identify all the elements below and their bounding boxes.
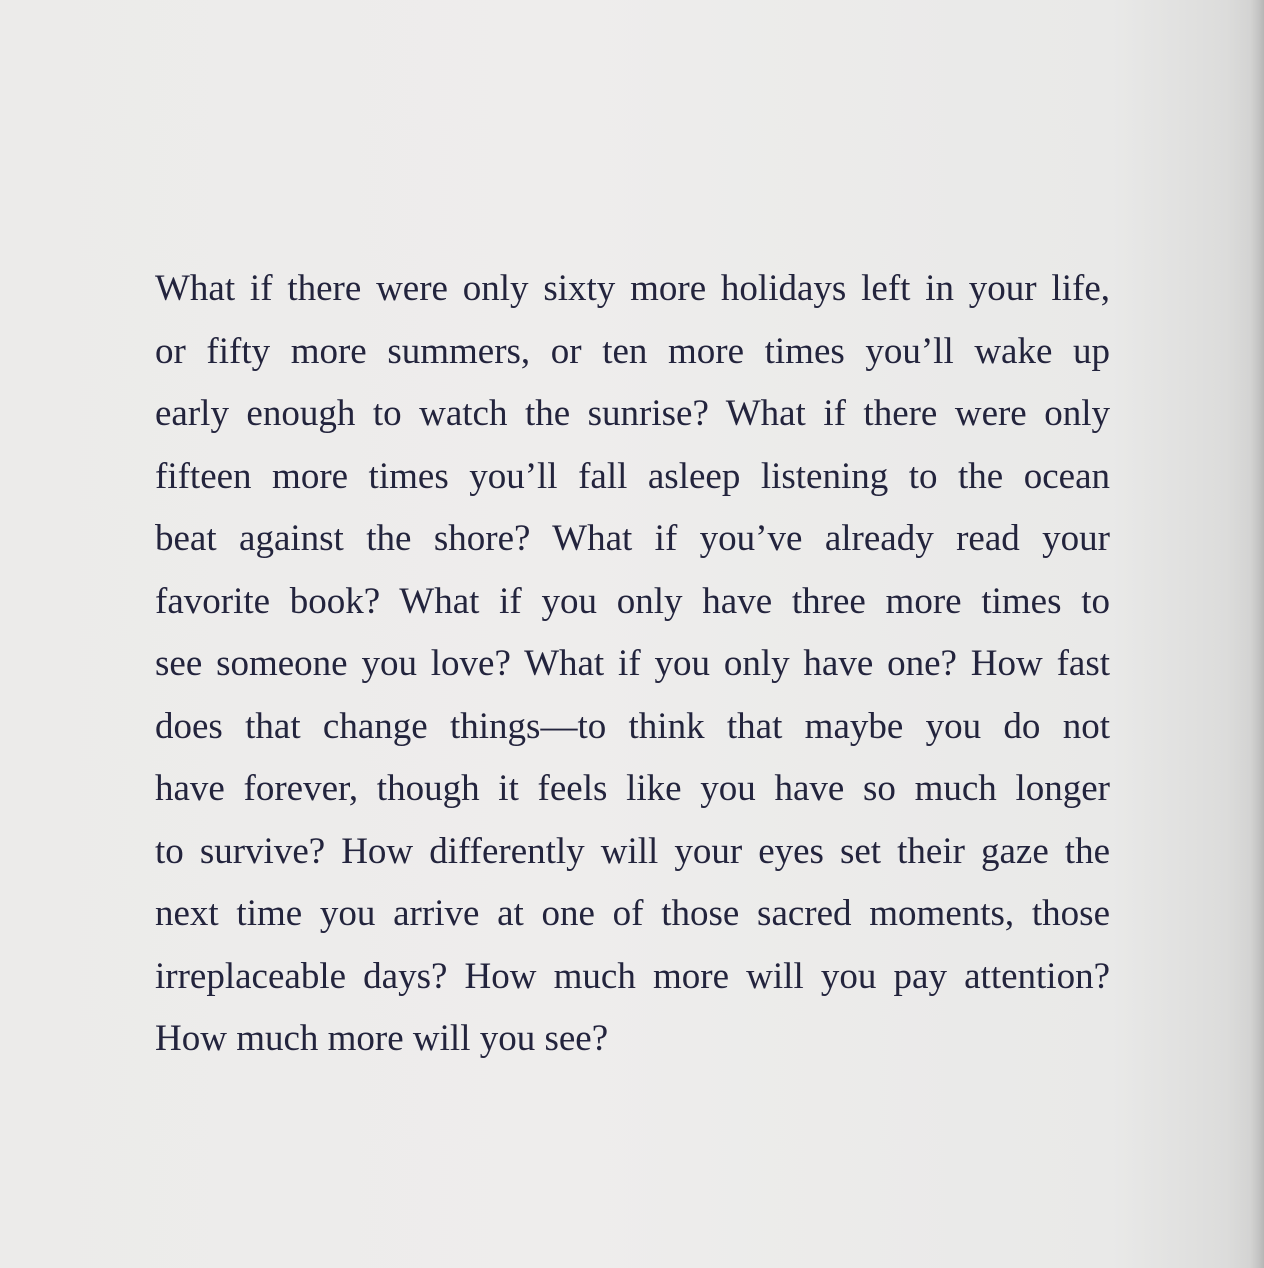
page-edge-shadow <box>1250 0 1264 1268</box>
paragraph-line: does that change things—to think that maybe you do not <box>155 705 1110 747</box>
paragraph-line: or fifty more summers, or ten more times you’ll wake up <box>155 330 1110 372</box>
paragraph-line: early enough to watch the sunrise? What if there were only <box>155 393 1110 434</box>
paragraph-line: to survive? How differently will your eyes set their gaze the <box>155 830 1110 872</box>
paragraph-line: fifteen more times you’ll fall asleep listening to the ocean <box>155 455 1110 497</box>
paragraph-line: How much more will you see? <box>155 1018 609 1059</box>
paragraph-line: irreplaceable days? How much more will you pay attention? <box>155 955 1110 997</box>
body-paragraph <box>155 258 1110 1071</box>
paragraph-line: see someone you love? What if you only have one? How fast <box>155 643 1110 684</box>
paragraph-line: beat against the shore? What if you’ve already read your <box>155 518 1110 559</box>
paragraph-line: What if there were only sixty more holidays left in your life, <box>155 268 1110 309</box>
paragraph-line: next time you arrive at one of those sacred moments, those <box>155 893 1110 934</box>
paragraph-line: have forever, though it feels like you have so much longer <box>155 768 1110 809</box>
paragraph-line: favorite book? What if you only have three more times to <box>155 580 1110 622</box>
